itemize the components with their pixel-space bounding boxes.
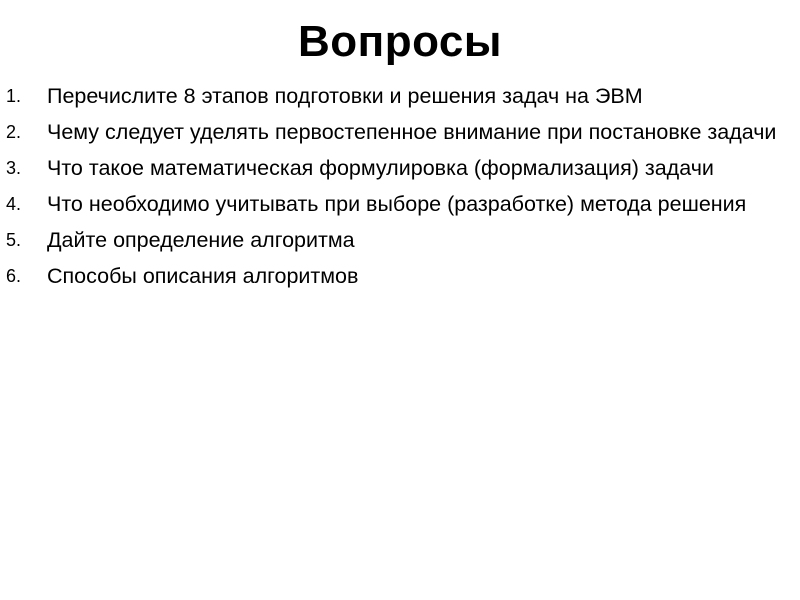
- list-item-text: Что такое математическая формулировка (формализация) задачи: [47, 156, 714, 180]
- list-item: [0, 152, 795, 184]
- list-item-number: 4.: [6, 194, 22, 214]
- list-item-number: 2.: [6, 122, 22, 142]
- list-item-text: Дайте определение алгоритма: [47, 228, 355, 252]
- list-item-number: 6.: [6, 266, 22, 286]
- list-item: [0, 224, 795, 256]
- list-item-number: 3.: [6, 158, 22, 178]
- list-item: [0, 188, 795, 220]
- list-item: [0, 116, 795, 148]
- list-item-text: Чему следует уделять первостепенное внимание при постановке задачи: [47, 120, 777, 144]
- list-item: [0, 80, 795, 112]
- list-item-text: Перечислите 8 этапов подготовки и решения задач на ЭВМ: [47, 84, 643, 108]
- list-item-text: Способы описания алгоритмов: [47, 264, 359, 288]
- list-item-number: 5.: [6, 230, 22, 250]
- list-item-text: Что необходимо учитывать при выборе (разработке) метода решения: [47, 192, 747, 216]
- list-item: [0, 260, 795, 292]
- question-list: [0, 80, 795, 296]
- list-item-number: 1.: [6, 86, 22, 106]
- slide-title: Вопросы: [298, 17, 502, 66]
